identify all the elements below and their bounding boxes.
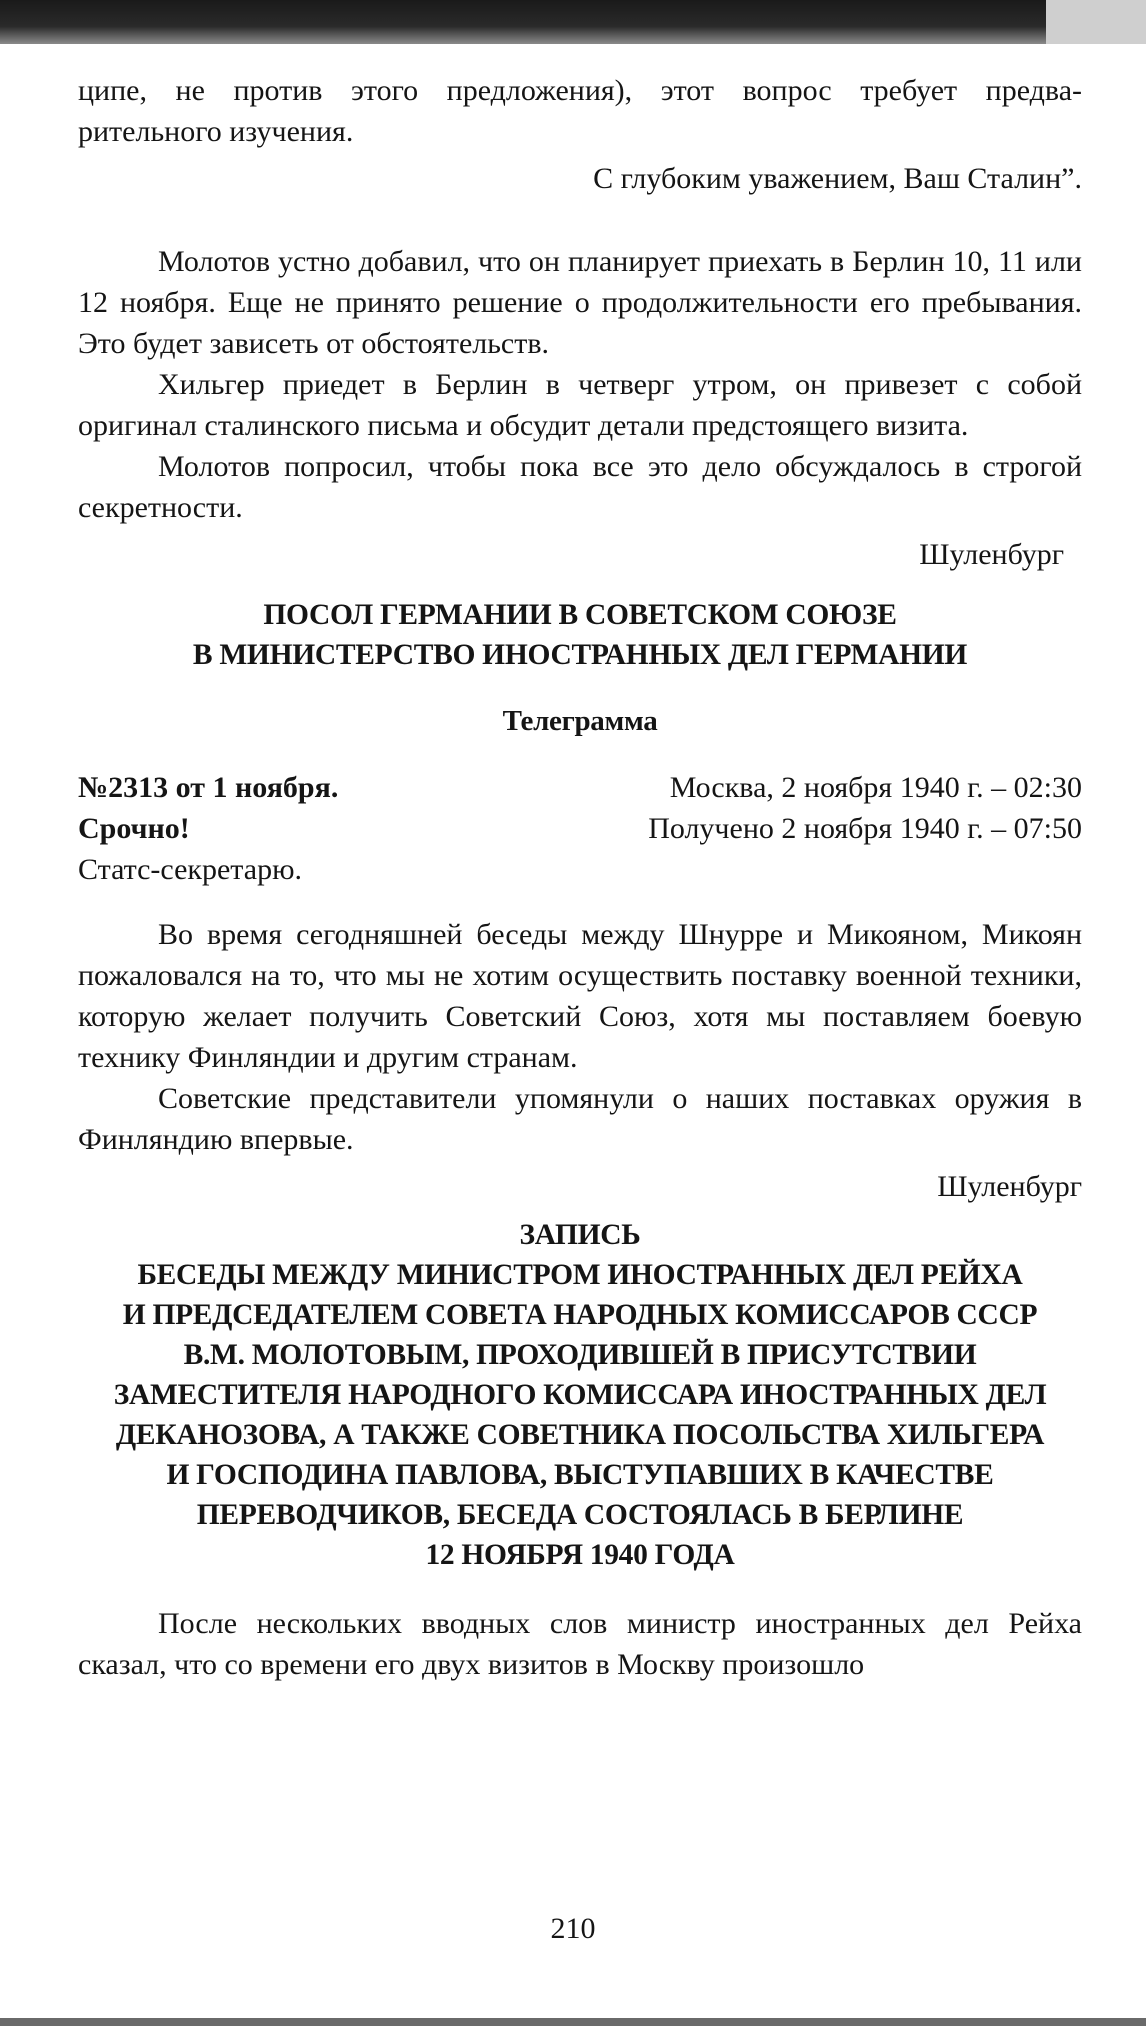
record-title-line-6: ДЕКАНОЗОВА, А ТАКЖЕ СОВЕТНИКА ПОСОЛЬСТВА ХИЛЬГЕРА [115, 1419, 1045, 1451]
record-title-line-4: В.М. МОЛОТОВЫМ, ПРОХОДИВШЕЙ В ПРИСУТСТВИИ [183, 1339, 977, 1371]
record-paragraph: После нескольких вводных слов министр иностранных дел Рейха сказал, что со времени его двух визитов в Москву произошло [78, 1607, 1082, 1681]
letter-line-1: ципе, не против этого предложения), этот вопрос требует предва- [78, 74, 1082, 107]
telegram-meta [78, 767, 1082, 890]
report-1-signature: Шуленбург [919, 538, 1064, 571]
report-1-paragraph-1: Молотов устно добавил, что он планирует приехать в Берлин 10, 11 или 12 ноября. Еще не принято решение о продолжительности его пребывания. Это будет зависеть от обстоятельств. [78, 245, 1082, 360]
telegram-subtitle: Телеграмма [502, 705, 658, 737]
record-title-line-1: ЗАПИСЬ [519, 1219, 641, 1251]
telegram-meta-row-1 [78, 767, 1082, 808]
report-1 [78, 241, 1082, 575]
record-body [78, 1603, 1082, 1685]
record-title-line-3: И ПРЕДСЕДАТЕЛЕМ СОВЕТА НАРОДНЫХ КОМИССАРОВ СССР [122, 1299, 1038, 1331]
record-title-line-7: И ГОСПОДИНА ПАВЛОВА, ВЫСТУПАВШИХ В КАЧЕСТВЕ [166, 1459, 994, 1491]
telegram-paragraph-1: Во время сегодняшней беседы между Шнурре и Микояном, Микоян пожаловался на то, что мы не хотим осуществить поставку военной техники, которую желает получить Советский Союз, хотя мы поставляем боевую технику Финляндии и другим странам. [78, 918, 1082, 1074]
telegram-heading [78, 595, 1082, 741]
telegram-sent: Москва, 2 ноября 1940 г. – 02:30 [669, 771, 1082, 804]
telegram-meta-row-2 [78, 808, 1082, 849]
page-number: 210 [550, 1912, 596, 1945]
telegram-number: №2313 от 1 ноября. [78, 771, 339, 804]
record-title-line-5: ЗАМЕСТИТЕЛЯ НАРОДНОГО КОМИССАРА ИНОСТРАННЫХ ДЕЛ [113, 1379, 1047, 1411]
letter-line-2: рительного изучения. [78, 115, 354, 148]
record-title-line-2: БЕСЕДЫ МЕЖДУ МИНИСТРОМ ИНОСТРАННЫХ ДЕЛ РЕЙХА [137, 1259, 1023, 1291]
letter-ending [78, 70, 1082, 199]
letter-closing: С глубоким уважением, Ваш Сталин”. [593, 162, 1082, 195]
scan-bottom-edge [0, 2018, 1146, 2026]
scan-top-edge [0, 0, 1146, 44]
telegram-received: Получено 2 ноября 1940 г. – 07:50 [648, 812, 1082, 845]
telegram-title-line-2: В МИНИСТЕРСТВО ИНОСТРАННЫХ ДЕЛ ГЕРМАНИИ [192, 639, 968, 671]
record-title-line-8: ПЕРЕВОДЧИКОВ, БЕСЕДА СОСТОЯЛАСЬ В БЕРЛИНЕ [196, 1499, 964, 1531]
book-page [78, 70, 1082, 1685]
telegram-urgent: Срочно! [78, 812, 190, 845]
record-heading [78, 1215, 1082, 1575]
telegram-signature: Шуленбург [937, 1170, 1082, 1203]
telegram-body [78, 914, 1082, 1207]
telegram-title-line-1: ПОСОЛ ГЕРМАНИИ В СОВЕТСКОМ СОЮЗЕ [263, 599, 897, 631]
record-title-line-9: 12 НОЯБРЯ 1940 ГОДА [425, 1539, 735, 1571]
scan-top-corner [1046, 0, 1146, 44]
report-1-paragraph-3: Молотов попросил, чтобы пока все это дело обсуждалось в строгой секретности. [78, 450, 1082, 524]
telegram-addressee: Статс-секретарю. [78, 853, 303, 886]
record-title [78, 1215, 1082, 1575]
telegram-title [78, 595, 1082, 675]
telegram-paragraph-2: Советские представители упомянули о наших поставках оружия в Финляндию впервые. [78, 1082, 1082, 1156]
report-1-paragraph-2: Хильгер приедет в Берлин в четверг утром, он привезет с собой оригинал сталинского письма и обсудит детали предстоящего визита. [78, 368, 1082, 442]
